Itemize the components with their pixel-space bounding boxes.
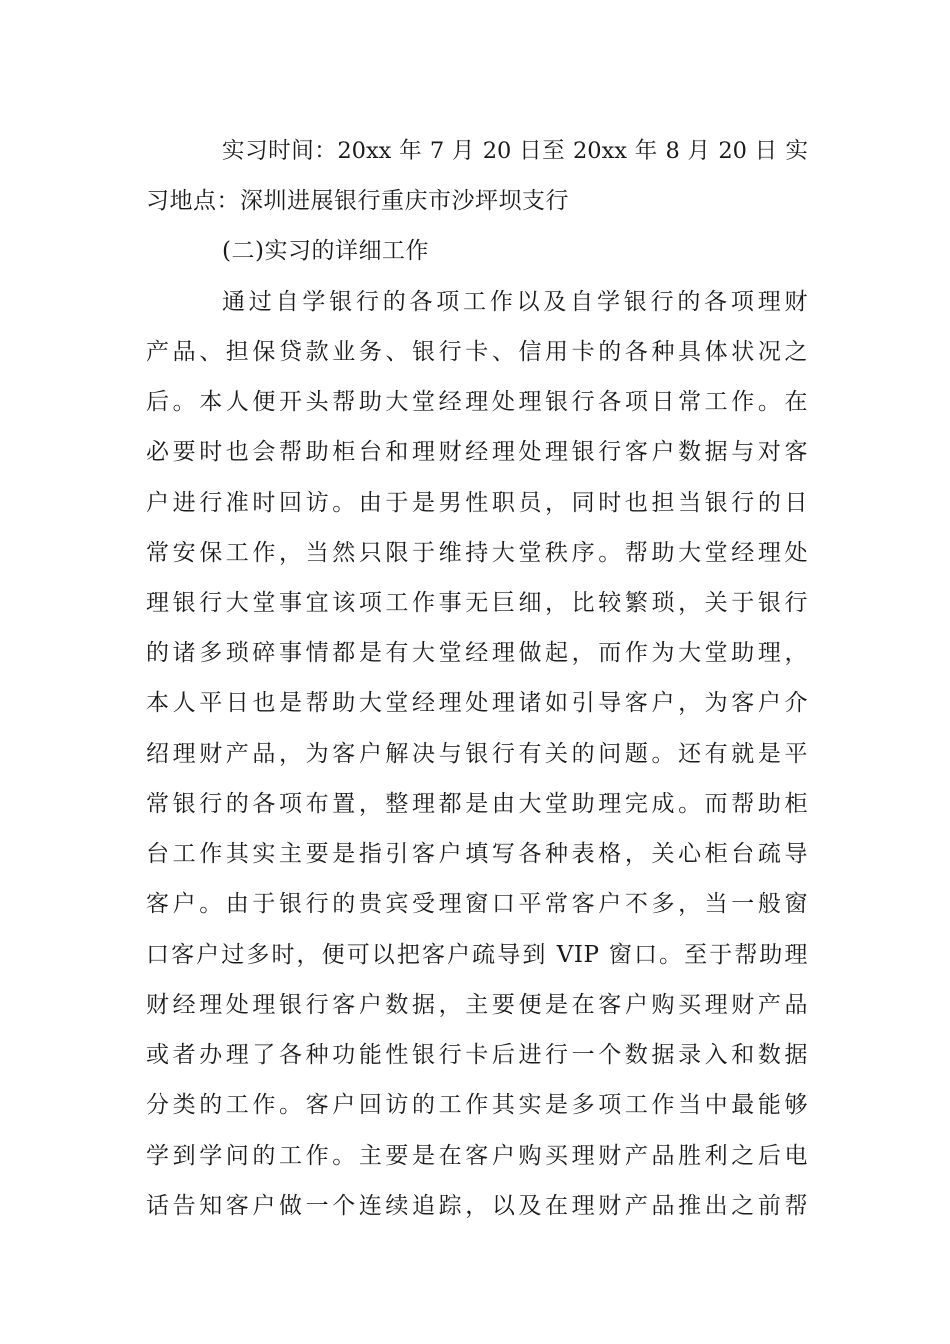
text-line: 口客户过多时，便可以把客户疏导到 VIP 窗口。至于帮助理 — [146, 942, 808, 968]
text-line: 常安保工作，当然只限于维持大堂秩序。帮助大堂经理处 — [146, 540, 808, 566]
section-heading: (二)实习的详细工作 — [222, 238, 429, 264]
text-line: 本人平日也是帮助大堂经理处理诸如引导客户，为客户介 — [146, 690, 808, 716]
text-line: 台工作其实主要是指引客户填写各种表格，关心柜台疏导 — [146, 841, 808, 867]
text-line: 绍理财产品，为客户解决与银行有关的问题。还有就是平 — [146, 741, 808, 767]
text-line: 话告知客户做一个连续追踪，以及在理财产品推出之前帮 — [146, 1193, 808, 1219]
text-line: 实习时间：20xx 年 7 月 20 日至 20xx 年 8 月 20 日 实 — [222, 138, 808, 164]
text-line: 习地点：深圳进展银行重庆市沙坪坝支行 — [146, 188, 569, 214]
text-line: 必要时也会帮助柜台和理财经理处理银行客户数据与对客 — [146, 439, 808, 465]
text-line: 的诸多琐碎事情都是有大堂经理做起，而作为大堂助理， — [146, 640, 808, 666]
text-line: 户进行准时回访。由于是男性职员，同时也担当银行的日 — [146, 490, 808, 516]
text-line: 财经理处理银行客户数据，主要便是在客户购买理财产品 — [146, 992, 808, 1018]
text-line: 产品、担保贷款业务、银行卡、信用卡的各种具体状况之 — [146, 339, 808, 365]
text-line: 理银行大堂事宜该项工作事无巨细，比较繁琐，关于银行 — [146, 590, 808, 616]
text-line: 学到学问的工作。主要是在客户购买理财产品胜利之后电 — [146, 1143, 808, 1169]
text-line: 客户。由于银行的贵宾受理窗口平常客户不多，当一般窗 — [146, 891, 808, 917]
text-line: 通过自学银行的各项工作以及自学银行的各项理财 — [222, 289, 808, 315]
text-line: 分类的工作。客户回访的工作其实是多项工作当中最能够 — [146, 1092, 808, 1118]
text-line: 后。本人便开头帮助大堂经理处理银行各项日常工作。在 — [146, 389, 808, 415]
text-line: 或者办理了各种功能性银行卡后进行一个数据录入和数据 — [146, 1042, 808, 1068]
text-line: 常银行的各项布置，整理都是由大堂助理完成。而帮助柜 — [146, 791, 808, 817]
